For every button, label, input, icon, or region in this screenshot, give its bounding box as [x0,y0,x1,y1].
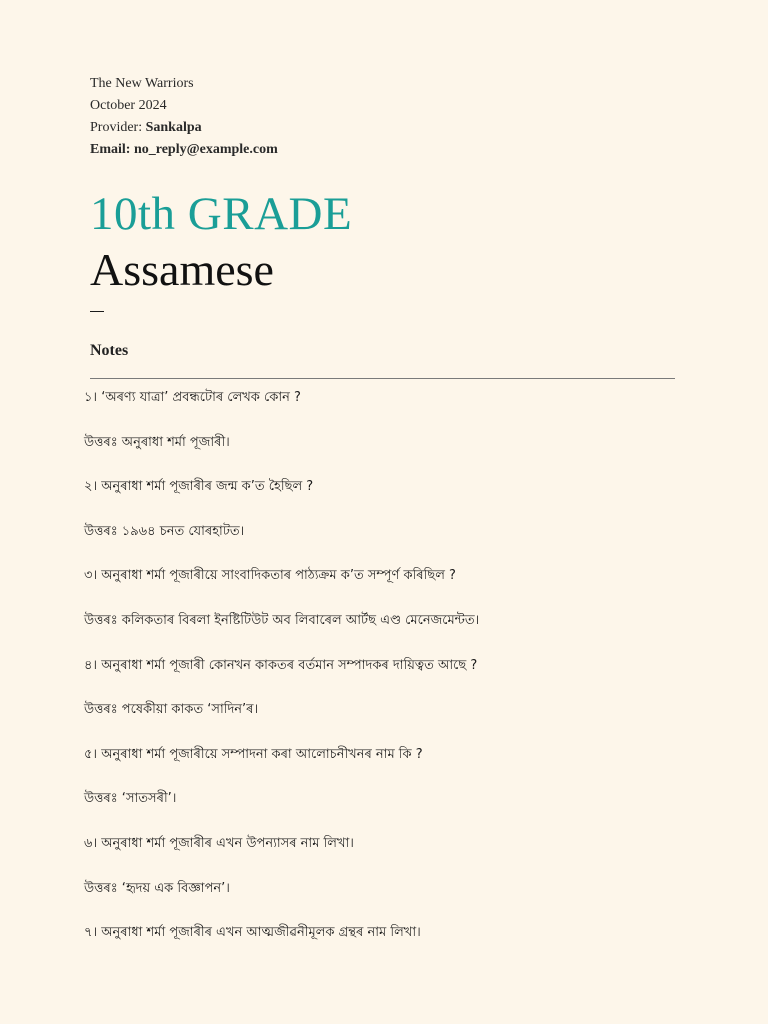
answer-4: উত্তৰঃ পষেকীয়া কাকত ‘সাদিন’ৰ। [84,702,259,718]
publisher-name: The New Warriors [90,76,194,91]
question-5: ৫। অনুৰাধা শৰ্মা পূজাৰীয়ে সম্পাদনা কৰা আলোচনীখনৰ নাম কি ? [84,746,423,762]
provider-line [90,117,278,139]
document-meta [90,73,278,161]
qa-list [84,388,684,968]
publish-date: October 2024 [90,98,167,113]
subject-title: Assamese [90,244,274,295]
email-line [90,139,278,161]
title-dash-divider [90,311,104,312]
question-4: ৪। অনুৰাধা শৰ্মা পূজাৰী কোনখন কাকতৰ বৰ্তমান সম্পাদকৰ দায়িত্বত আছে ? [84,657,478,673]
question-6: ৬। অনুৰাধা শৰ্মা পূজাৰীৰ এখন উপন্যাসৰ নাম লিখা। [84,835,354,851]
grade-title: 10th GRADE [90,188,353,240]
answer-3: উত্তৰঃ কলিকতাৰ বিৰলা ইনষ্টিটিউট অব লিবাৰেল আৰ্টছ এণ্ড মেনেজমেন্টত। [84,612,480,628]
notes-heading: Notes [90,342,129,359]
provider-value: Sankalpa [145,120,202,135]
question-2: ২। অনুৰাধা শৰ্মা পূজাৰীৰ জন্ম ক’ত হৈছিল ? [84,479,314,495]
answer-6: উত্তৰঃ ‘হৃদয় এক বিজ্ঞাপন’। [84,880,230,896]
question-3: ৩। অনুৰাধা শৰ্মা পূজাৰীয়ে সাংবাদিকতাৰ পাঠ্যক্ৰম ক’ত সম্পূৰ্ণ কৰিছিল ? [84,568,456,584]
answer-2: উত্তৰঃ ১৯৬৪ চনত যোৰহাটত। [84,523,245,539]
answer-1: উত্তৰঃ অনুৰাধা শৰ্মা পূজাৰী। [84,434,230,450]
email-label: Email: [90,142,131,157]
section-divider [90,378,675,379]
email-value: no_reply@example.com [133,142,278,157]
question-1: ১। ‘অৰণ্য যাত্ৰা’ প্ৰবন্ধটোৰ লেখক কোন ? [84,390,301,405]
provider-label: Provider: [90,120,143,135]
question-7: ৭। অনুৰাধা শৰ্মা পূজাৰীৰ এখন আত্মজীৱনীমূলক গ্ৰন্থৰ নাম লিখা। [84,925,421,941]
answer-5: উত্তৰঃ ‘সাতসৰী’। [84,791,177,807]
